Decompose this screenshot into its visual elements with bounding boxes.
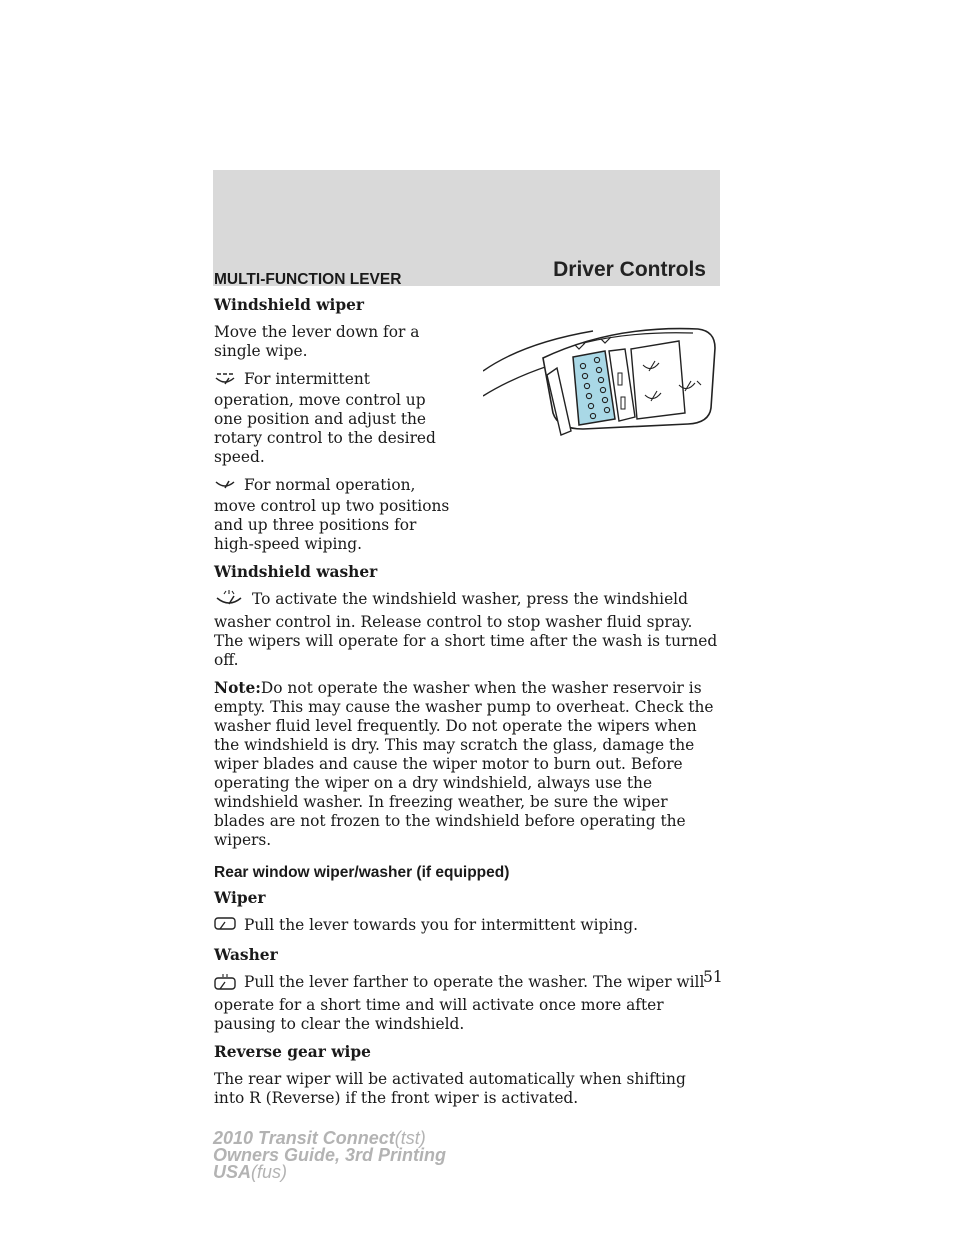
multi-function-lever-illustration	[483, 313, 720, 446]
section-title: MULTI-FUNCTION LEVER	[214, 271, 402, 288]
rear-wiper-text: Pull the lever towards you for intermittent wiping.	[214, 916, 720, 937]
intermittent-wiper-icon	[214, 370, 236, 391]
windshield-wiper-p1: Move the lever down for a single wipe.	[214, 323, 420, 360]
windshield-wiper-heading: Windshield wiper	[214, 296, 365, 314]
rear-wiper-title: Rear window wiper/washer (if equipped)	[214, 864, 510, 881]
washer-icon	[214, 590, 244, 613]
rear-washer-heading: Washer	[214, 946, 278, 964]
rear-wiper-icon	[214, 916, 236, 937]
rear-washer-text: Pull the lever farther to operate the washer. The wiper will operate for a short time and will activate once more after pausing to clear the windshield.	[214, 973, 705, 1033]
windshield-washer-heading: Windshield washer	[214, 563, 378, 581]
page-section-title: Driver Controls	[553, 258, 706, 281]
windshield-washer-note: Note:Do not operate the washer when the washer reservoir is empty. This may cause the washer pump to overheat. Check the washer fluid level frequently. Do not operate the wipers when the windshield is dry. This may scratch the glass, damage the wiper blades and cause the wiper motor to burn out. Before operating the wiper on a dry windshield, always use the windshield washer. In freezing weather, be sure the wiper blades are not frozen to the windshield before operating the wipers.	[214, 679, 714, 849]
windshield-wiper-p3: For normal operation, move control up two positions and up three positions for high-speed wiping.	[214, 476, 450, 553]
windshield-wiper-p2: For intermittent operation, move control up one position and adjust the rotary control to the desired speed.	[214, 370, 436, 466]
wiper-icon	[214, 476, 236, 497]
rear-wiper-heading: Wiper	[214, 889, 266, 907]
header-band	[213, 170, 720, 286]
rear-washer-icon	[214, 973, 236, 996]
footer: 2010 Transit Connect(tst) Owners Guide, 3rd Printing USA(fus)	[213, 1128, 447, 1182]
reverse-wipe-heading: Reverse gear wipe	[214, 1043, 371, 1061]
windshield-washer-p1: To activate the windshield washer, press the windshield washer control in. Release control to stop washer fluid spray. The wipers will operate for a short time after the wash is turned off.	[214, 590, 718, 669]
page-number: 51	[703, 968, 723, 986]
reverse-wipe-text: The rear wiper will be activated automatically when shifting into R (Reverse) if the front wiper is activated.	[214, 1070, 686, 1107]
